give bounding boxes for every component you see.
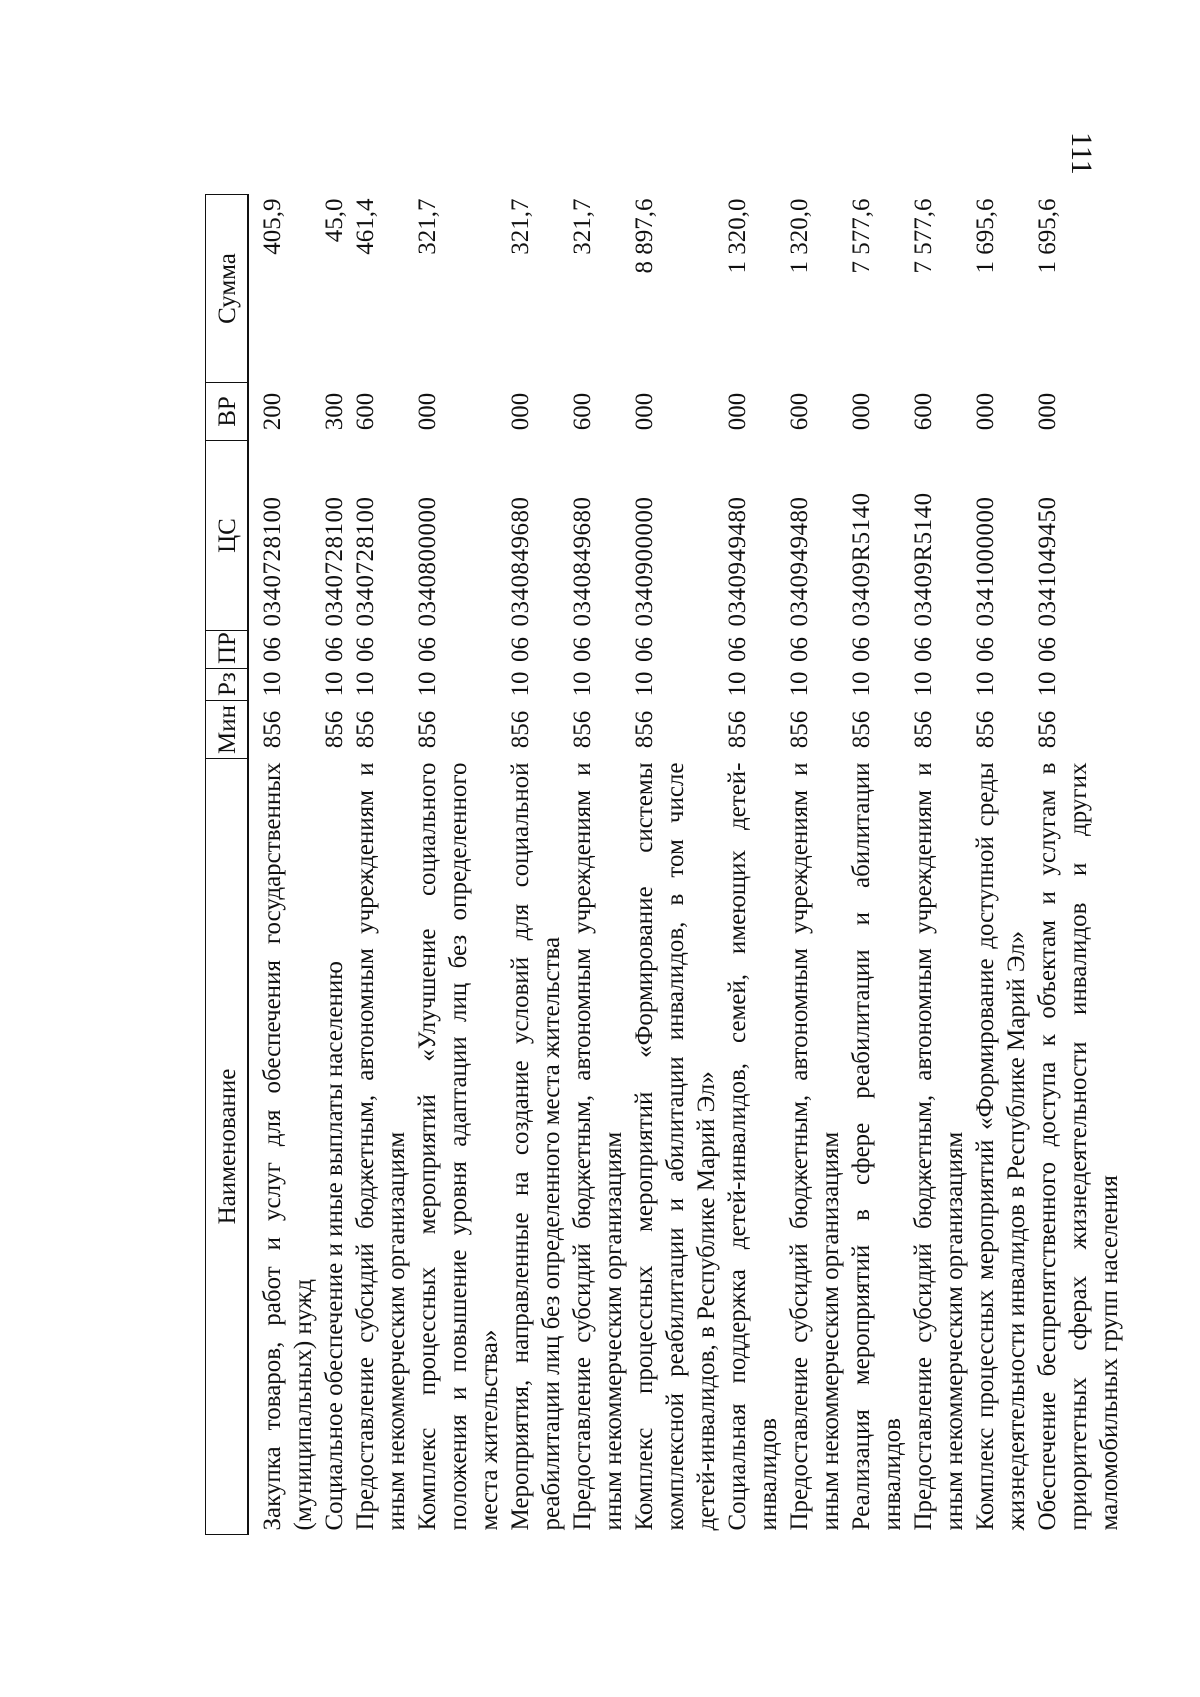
cell-pr: 06	[414, 637, 441, 662]
cell-name: Предоставление субсидий бюджетным, автономным учреждениям и иным некоммерческим организациям	[352, 762, 410, 1531]
cell-min: 856	[414, 710, 441, 749]
cell-rz: 10	[321, 671, 348, 697]
cell-sum: 321,7	[569, 198, 596, 255]
header-rz: Рз	[206, 669, 249, 701]
cell-cs: 03409R5140	[910, 492, 937, 627]
cell-rz: 10	[569, 671, 596, 697]
cell-vr: 000	[848, 392, 875, 431]
table-body	[248, 195, 1125, 1535]
cell-vr: 600	[786, 392, 813, 431]
rotated-table-wrapper	[205, 195, 1123, 1535]
cell-name: Комплекс процессных мероприятий «Формирование системы комплексной реабилитации и абилитации инвалидов, в том числе детей-инвалидов, в Республике Марий Эл»	[631, 762, 720, 1531]
cell-pr: 06	[352, 637, 379, 662]
header-name: Наименование	[206, 759, 249, 1535]
cell-name: Социальное обеспечение и иные выплаты населению	[321, 961, 348, 1531]
header-pr: ПР	[206, 631, 249, 669]
header-cs: ЦС	[206, 441, 249, 631]
cell-min: 856	[259, 710, 286, 749]
cell-sum: 8 897,6	[631, 198, 658, 274]
cell-vr: 000	[1034, 392, 1061, 431]
table-row	[412, 195, 505, 1535]
cell-sum: 321,7	[507, 198, 534, 255]
cell-vr: 000	[972, 392, 999, 431]
header-vr: ВР	[206, 383, 249, 441]
cell-cs: 0340949480	[786, 496, 813, 627]
cell-cs: 0340728100	[352, 496, 379, 627]
cell-name: Реализация мероприятий в сфере реабилитации и абилитации инвалидов	[848, 762, 906, 1531]
cell-cs: 03409R5140	[848, 492, 875, 627]
page-number: 111	[1065, 131, 1098, 175]
cell-sum: 7 577,6	[910, 198, 937, 274]
cell-vr: 000	[414, 392, 441, 431]
cell-min: 856	[910, 710, 937, 749]
cell-min: 856	[1034, 710, 1061, 749]
cell-vr: 600	[352, 392, 379, 431]
cell-sum: 321,7	[414, 198, 441, 255]
table-row	[1032, 195, 1125, 1535]
cell-sum: 1 320,0	[786, 198, 813, 274]
table-row	[505, 195, 567, 1535]
cell-vr: 200	[259, 392, 286, 431]
cell-cs: 0340849680	[569, 496, 596, 627]
cell-min: 856	[321, 710, 348, 749]
cell-rz: 10	[848, 671, 875, 697]
cell-sum: 405,9	[259, 198, 286, 255]
cell-vr: 000	[631, 392, 658, 431]
cell-sum: 7 577,6	[848, 198, 875, 274]
cell-min: 856	[724, 710, 751, 749]
cell-min: 856	[507, 710, 534, 749]
header-sum: Сумма	[206, 195, 249, 383]
cell-rz: 10	[259, 671, 286, 697]
cell-name: Закупка товаров, работ и услуг для обеспечения государственных (муниципальных) нужд	[259, 762, 317, 1531]
cell-name: Предоставление субсидий бюджетным, автономным учреждениям и иным некоммерческим организациям	[786, 762, 844, 1531]
cell-pr: 06	[569, 637, 596, 662]
cell-rz: 10	[1034, 671, 1061, 697]
cell-pr: 06	[724, 637, 751, 662]
cell-min: 856	[848, 710, 875, 749]
cell-name: Комплекс процессных мероприятий «Формирование доступной среды жизнедеятельности инвалидов в Республике Марий Эл»	[972, 762, 1030, 1531]
cell-pr: 06	[972, 637, 999, 662]
table-row	[970, 195, 1032, 1535]
cell-rz: 10	[972, 671, 999, 697]
cell-vr: 600	[910, 392, 937, 431]
cell-rz: 10	[631, 671, 658, 697]
cell-sum: 45,0	[321, 198, 348, 243]
cell-pr: 06	[321, 637, 348, 662]
cell-vr: 000	[507, 392, 534, 431]
cell-name: Обеспечение беспрепятственного доступа к объектам и услугам в приоритетных сферах жизнедеятельности инвалидов и других маломобильных групп населения	[1034, 762, 1123, 1531]
cell-sum: 461,4	[352, 198, 379, 255]
cell-cs: 0340849680	[507, 496, 534, 627]
cell-pr: 06	[786, 637, 813, 662]
cell-pr: 06	[848, 637, 875, 662]
cell-rz: 10	[352, 671, 379, 697]
table-row	[784, 195, 846, 1535]
cell-rz: 10	[910, 671, 937, 697]
table-row	[846, 195, 908, 1535]
cell-min: 856	[569, 710, 596, 749]
cell-rz: 10	[786, 671, 813, 697]
cell-rz: 10	[507, 671, 534, 697]
table-row	[908, 195, 970, 1535]
cell-min: 856	[352, 710, 379, 749]
cell-vr: 000	[724, 392, 751, 431]
cell-cs: 0340949480	[724, 496, 751, 627]
cell-cs: 0340900000	[631, 496, 658, 627]
cell-pr: 06	[910, 637, 937, 662]
cell-min: 856	[786, 710, 813, 749]
table-row	[722, 195, 784, 1535]
table-row	[248, 195, 319, 1535]
cell-name: Предоставление субсидий бюджетным, автономным учреждениям и иным некоммерческим организациям	[910, 762, 968, 1531]
cell-name: Социальная поддержка детей-инвалидов, семей, имеющих детей-инвалидов	[724, 762, 782, 1531]
cell-cs: 0341000000	[972, 496, 999, 627]
cell-min: 856	[972, 710, 999, 749]
budget-table	[205, 194, 1125, 1535]
table-row	[567, 195, 629, 1535]
table-row	[350, 195, 412, 1535]
cell-name: Мероприятия, направленные на создание условий для социальной реабилитации лиц без определенного места жительства	[507, 762, 565, 1531]
cell-rz: 10	[414, 671, 441, 697]
table-header	[206, 195, 249, 1535]
cell-rz: 10	[724, 671, 751, 697]
table-row	[629, 195, 722, 1535]
cell-pr: 06	[1034, 637, 1061, 662]
cell-vr: 600	[569, 392, 596, 431]
table-row	[319, 195, 350, 1535]
cell-cs: 0340728100	[321, 496, 348, 627]
cell-name: Комплекс процессных мероприятий «Улучшение социального положения и повышение уровня адаптации лиц без определенного места жительства»	[414, 762, 503, 1531]
cell-cs: 0340728100	[259, 496, 286, 627]
cell-pr: 06	[631, 637, 658, 662]
cell-pr: 06	[507, 637, 534, 662]
cell-pr: 06	[259, 637, 286, 662]
cell-cs: 0341049450	[1034, 496, 1061, 627]
cell-name: Предоставление субсидий бюджетным, автономным учреждениям и иным некоммерческим организациям	[569, 762, 627, 1531]
header-min: Мин	[206, 701, 249, 759]
cell-cs: 0340800000	[414, 496, 441, 627]
cell-vr: 300	[321, 392, 348, 431]
cell-sum: 1 695,6	[1034, 198, 1061, 274]
cell-min: 856	[631, 710, 658, 749]
cell-sum: 1 320,0	[724, 198, 751, 274]
cell-sum: 1 695,6	[972, 198, 999, 274]
